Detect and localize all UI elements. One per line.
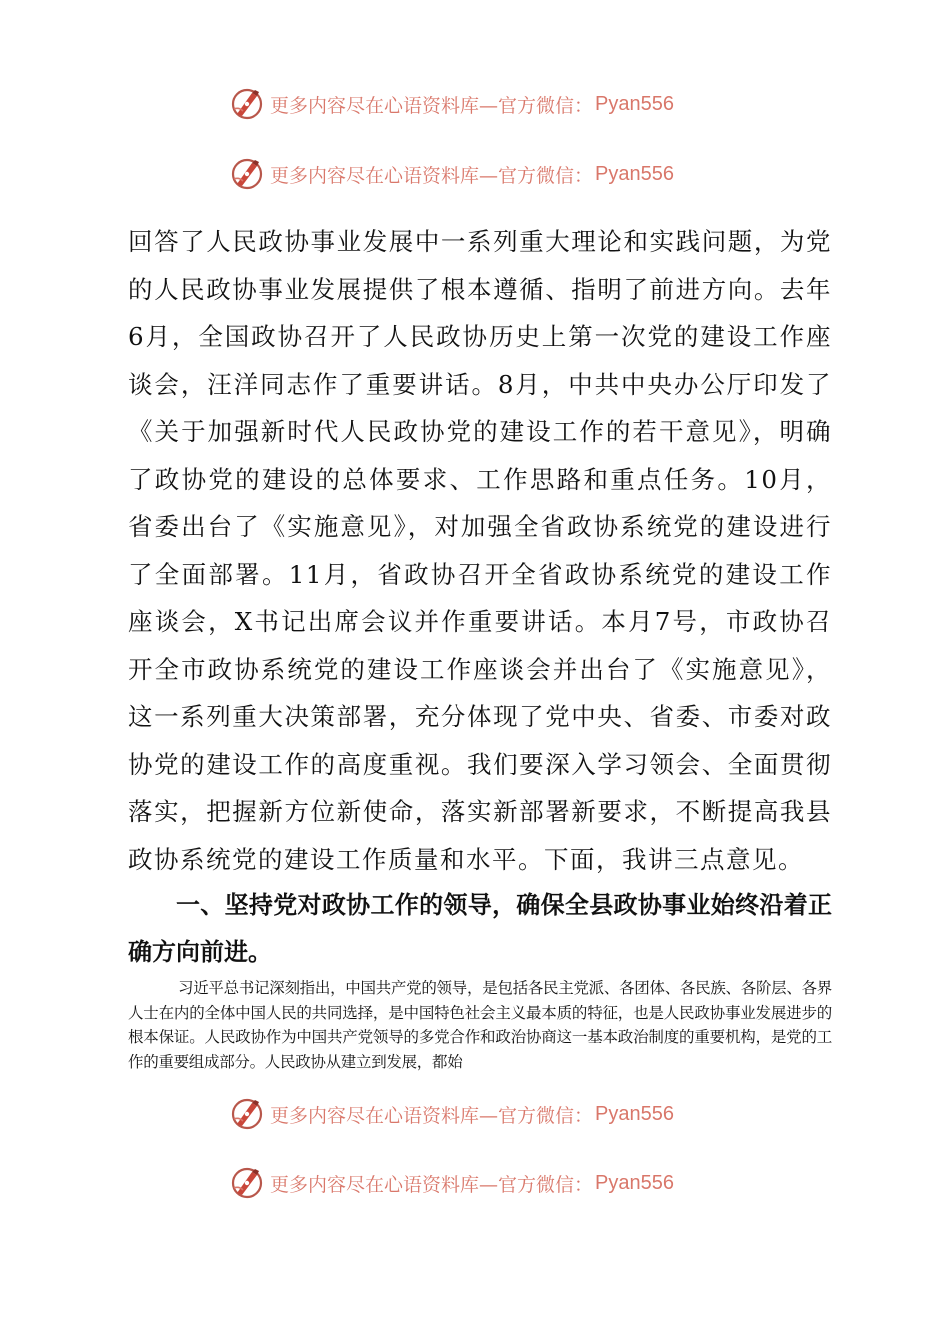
- watermark-wechat-id: Pyan556: [595, 1102, 674, 1125]
- body-paragraph: 回答了人民政协事业发展中一系列重大理论和实践问题，为党的人民政协事业发展提供了根本遵循、指明了前进方向。去年6月，全国政协召开了人民政协历史上第一次党的建设工作座谈会，汪洋同志作了重要讲话。8月，中共中央办公厅印发了《关于加强新时代人民政协党的建设工作的若干意见》，明确了政协党的建设的总体要求、工作思路和重点任务。10月，省委出台了《实施意见》，对加强全省政协系统党的建设进行了全面部署。11月，省政协召开全省政协系统党的建设工作座谈会，X书记出席会议并作重要讲话。本月7号，市政协召开全市政协系统党的建设工作座谈会并出台了《实施意见》，这一系列重大决策部署，充分体现了党中央、省委、市委对政协党的建设工作的高度重视。我们要深入学习领会、全面贯彻落实，把握新方位新使命，落实新部署新要求，不断提高我县政协系统党的建设工作质量和水平。下面，我讲三点意见。: [128, 227, 832, 874]
- watermark-wechat-id: Pyan556: [595, 92, 674, 115]
- watermark-text: 更多内容尽在心语资料库—官方微信：: [270, 1104, 594, 1127]
- watermark-banner: [230, 1163, 730, 1203]
- pen-nib-logo-icon: [230, 1166, 264, 1200]
- pen-nib-logo-icon: [230, 87, 264, 121]
- section-heading: 一、坚持党对政协工作的领导，确保全县政协事业始终沿着正确方向前进。: [128, 891, 832, 966]
- watermark-banner: [230, 154, 730, 194]
- watermark-wechat-id: Pyan556: [595, 162, 674, 185]
- watermark-text: 更多内容尽在心语资料库—官方微信：: [270, 1173, 594, 1196]
- watermark-banner: [230, 1094, 730, 1134]
- body-small-paragraph: 习近平总书记深刻指出，中国共产党的领导，是包括各民主党派、各团体、各民族、各阶层、各界人士在内的全体中国人民的共同选择，是中国特色社会主义最本质的特征，也是人民政协事业发展进步的根本保证。人民政协作为中国共产党领导的多党合作和政治协商这一基本政治制度的重要机构，是党的工作的重要组成部分。人民政协从建立到发展，都始: [128, 979, 832, 1071]
- watermark-text: 更多内容尽在心语资料库—官方微信：: [270, 94, 594, 117]
- pen-nib-logo-icon: [230, 1097, 264, 1131]
- watermark-wechat-id: Pyan556: [595, 1171, 674, 1194]
- watermark-banner: [230, 84, 730, 124]
- pen-nib-logo-icon: [230, 157, 264, 191]
- watermark-text: 更多内容尽在心语资料库—官方微信：: [270, 164, 594, 187]
